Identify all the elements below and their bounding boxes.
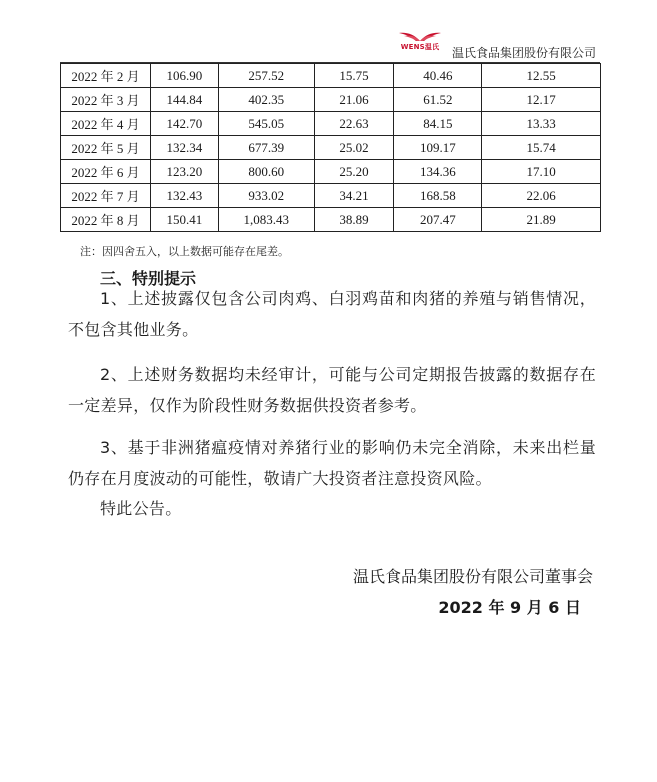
- table-cell: 132.34: [150, 136, 218, 160]
- table-cell: 2022 年 8 月: [61, 208, 151, 232]
- table-cell: 150.41: [150, 208, 218, 232]
- table-cell: 25.20: [314, 160, 394, 184]
- table-cell: 123.20: [150, 160, 218, 184]
- table-cell: 38.89: [314, 208, 394, 232]
- table-cell: 12.55: [482, 64, 601, 88]
- table-cell: 545.05: [218, 112, 314, 136]
- wens-logo: [398, 30, 442, 52]
- closing-statement: 特此公告。: [100, 499, 182, 518]
- table-cell: 109.17: [394, 136, 482, 160]
- table-cell: 677.39: [218, 136, 314, 160]
- table-cell: 61.52: [394, 88, 482, 112]
- table-cell: 402.35: [218, 88, 314, 112]
- table-cell: 132.43: [150, 184, 218, 208]
- table-cell: 21.89: [482, 208, 601, 232]
- table-cell: 2022 年 4 月: [61, 112, 151, 136]
- table-cell: 2022 年 6 月: [61, 160, 151, 184]
- table-row: [61, 136, 601, 160]
- table-row: [61, 160, 601, 184]
- paragraph-3: 3、基于非洲猪瘟疫情对养猪行业的影响仍未完全消除，未来出栏量仍存在月度波动的可能性，敬请广大投资者注意投资风险。: [68, 438, 596, 488]
- table-cell: 21.06: [314, 88, 394, 112]
- table-row: [61, 88, 601, 112]
- table-cell: 207.47: [394, 208, 482, 232]
- table-cell: 40.46: [394, 64, 482, 88]
- table-cell: 25.02: [314, 136, 394, 160]
- table-cell: 933.02: [218, 184, 314, 208]
- table-cell: 2022 年 7 月: [61, 184, 151, 208]
- table-cell: 168.58: [394, 184, 482, 208]
- page-header: [60, 0, 600, 63]
- paragraph-1: 1、上述披露仅包含公司肉鸡、白羽鸡苗和肉猪的养殖与销售情况，不包含其他业务。: [68, 289, 596, 339]
- table-cell: 84.15: [394, 112, 482, 136]
- logo-text: WENS温氏: [400, 43, 440, 51]
- table-cell: 12.17: [482, 88, 601, 112]
- table-cell: 134.36: [394, 160, 482, 184]
- table-cell: 144.84: [150, 88, 218, 112]
- table-row: [61, 184, 601, 208]
- table-cell: 257.52: [218, 64, 314, 88]
- table-cell: 15.75: [314, 64, 394, 88]
- table-cell: 1,083.43: [218, 208, 314, 232]
- table-cell: 22.63: [314, 112, 394, 136]
- table-cell: 17.10: [482, 160, 601, 184]
- table-row: [61, 112, 601, 136]
- wings-icon: [398, 30, 442, 42]
- table-note: 注：因四舍五入，以上数据可能存在尾差。: [80, 245, 289, 258]
- table-cell: 142.70: [150, 112, 218, 136]
- table-row: [61, 208, 601, 232]
- table-cell: 106.90: [150, 64, 218, 88]
- table-cell: 22.06: [482, 184, 601, 208]
- section-title: 三、特别提示: [100, 269, 197, 288]
- table-cell: 13.33: [482, 112, 601, 136]
- table-cell: 2022 年 2 月: [61, 64, 151, 88]
- table-cell: 34.21: [314, 184, 394, 208]
- table-cell: 15.74: [482, 136, 601, 160]
- signature: 温氏食品集团股份有限公司董事会: [352, 567, 593, 586]
- monthly-sales-table: [60, 63, 601, 232]
- table-cell: 800.60: [218, 160, 314, 184]
- announcement-date: 2022 年 9 月 6 日: [438, 598, 581, 617]
- table-cell: 2022 年 3 月: [61, 88, 151, 112]
- paragraph-2: 2、上述财务数据均未经审计，可能与公司定期报告披露的数据存在一定差异，仅作为阶段性财务数据供投资者参考。: [68, 365, 596, 415]
- company-name: 温氏食品集团股份有限公司: [451, 46, 596, 60]
- table-cell: 2022 年 5 月: [61, 136, 151, 160]
- table-row: [61, 64, 601, 88]
